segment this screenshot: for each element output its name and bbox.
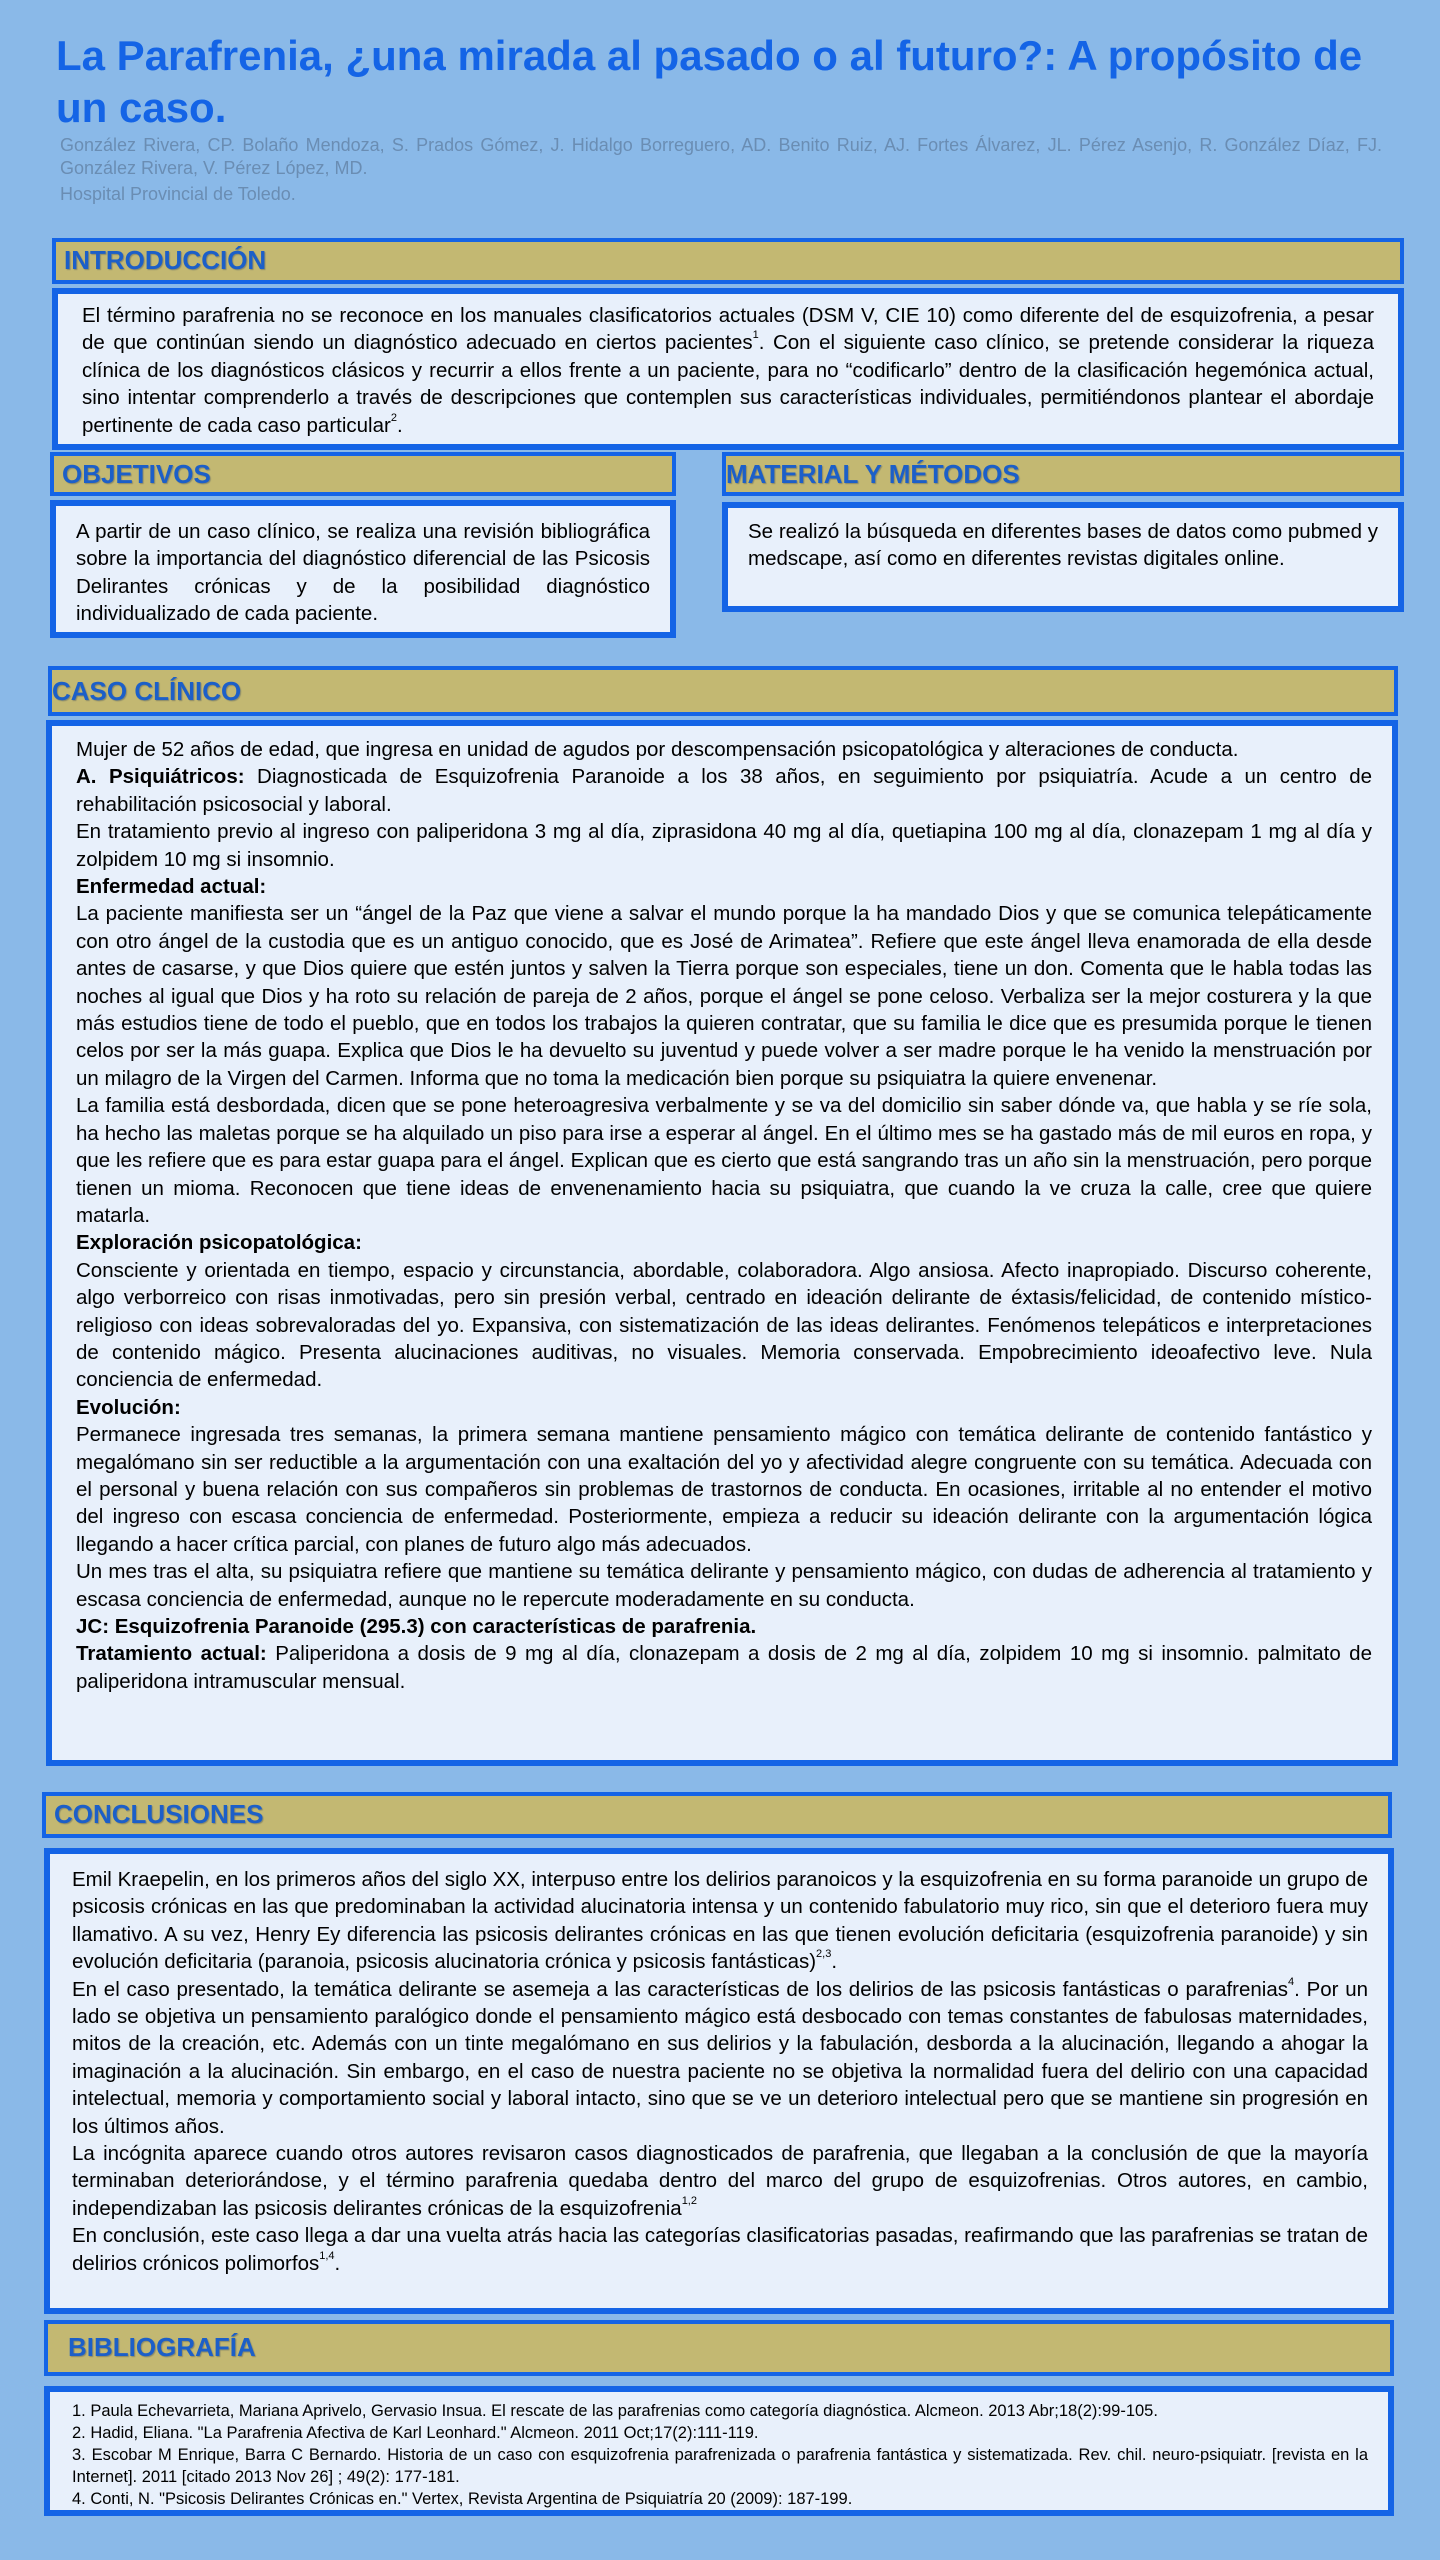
poster-title: La Parafrenia, ¿una mirada al pasado o al futuro?: A propósito de un caso. <box>56 32 1363 131</box>
affiliation: Hospital Provincial de Toledo. <box>60 184 296 204</box>
conclusiones-p4: En conclusión, este caso llega a dar una vuelta atrás hacia las categorías clasificatorias pasadas, reafirmando que las parafrenias se tratan de delirios crónicos polimorfos$^{1,4}$. <box>72 2224 1368 2275</box>
caso-evolucion-text-1: Permanece ingresada tres semanas, la primera semana mantiene pensamiento mágico con temática delirante de contenido fantástico y megalómano sin ser reductible a la argumentación con una exaltación del yo y afectividad alegre congruente con su temática. Adecuada con el personal y buena relación con sus compañeros sin problemas de trastornos de conducta. En ocasiones, irritable al no entender el motivo del ingreso con escasa conciencia de enfermedad. Posteriormente, empieza a reducir su ideación delirante con la argumentación lógica llegando a hacer crítica parcial, con planes de futuro algo más adecuados. <box>76 1423 1372 1556</box>
conclusiones-heading: CONCLUSIONES <box>42 1792 1392 1838</box>
reference-item: 4. Conti, N. "Psicosis Delirantes Crónicas en." Vertex, Revista Argentina de Psiquiatría 20 (2009): 187-199. <box>72 2490 853 2508</box>
conclusiones-p3: La incógnita aparece cuando otros autores revisaron casos diagnosticados de parafrenia, que llegaban a la conclusión de que la mayoría terminaban deteriorándose, y el término parafrenia quedaba dentro del marco del grupo de esquizofrenias. Otros autores, en cambio, independizaban las psicosis delirantes crónicas de la esquizofrenia$^{1,2}$ <box>72 2142 1368 2220</box>
caso-enfermedad-text-2: La familia está desbordada, dicen que se pone heteroagresiva verbalmente y se va del domicilio sin saber dónde va, que habla y se ríe sola, ha hecho las maletas porque se ha alquilado un piso para irse a esperar al ángel. En el último mes se ha gastado más de mil euros en ropa, y que les refiere que es para estar guapa para el ángel. Explican que es cierto que está sangrando tras un año sin la menstruación, pero porque tienen un mioma. Reconocen que tiene ideas de envenenamiento hacia su psiquiatra, que cuando la ve cruza la calle, cree que quiere matarla. <box>76 1094 1372 1227</box>
objetivos-heading: OBJETIVOS <box>50 452 676 496</box>
caso-antecedentes: A. Psiquiátricos: Diagnosticada de Esquizofrenia Paranoide a los 38 años, en seguimiento por psiquiatría. Acude a un centro de rehabilitación psicosocial y laboral. <box>76 765 1373 816</box>
caso-evolucion-text-2: Un mes tras el alta, su psiquiatra refiere que mantiene su temática delirante y pensamiento mágico, con dudas de adherencia al tratamiento y escasa conciencia de enfermedad, aunque no le repercute moderadamente en su conducta. <box>76 1560 1372 1611</box>
objetivos-text: A partir de un caso clínico, se realiza una revisión bibliográfica sobre la importancia del diagnóstico diferencial de las Psicosis Delirantes crónicas y de la posibilidad diagnóstico individualizado de cada paciente. <box>76 520 650 626</box>
caso-tratamiento-actual: Tratamiento actual: Paliperidona a dosis de 9 mg al día, clonazepam a dosis de 2 mg al día, zolpidem 10 mg si insomnio. palmitato de paliperidona intramuscular mensual. <box>76 1642 1372 1693</box>
citation: 1,4 <box>319 2249 335 2262</box>
caso-exploracion-label: Exploración psicopatológica: <box>76 1231 362 1255</box>
citation: 1,2 <box>681 2194 697 2207</box>
introduccion-text: El término parafrenia no se reconoce en los manuales clasificatorios actuales (DSM V, CIE 10) como diferente del de esquizofrenia, a pesar de que continúan siendo un diagnóstico adecuado en ciertos pacientes$^1$. Con el siguiente caso clínico, se pretende considerar la riqueza clínica de los diagnósticos clásicos y recurrir a ellos frente a un paciente, para no “codificarlo” dentro de la clasificación hegemónica actual, sino intentar comprenderlo a través de descripciones que contemplen sus características individuales, permitiéndonos plantear el abordaje pertinente de cada caso particular$^2$. <box>82 304 1374 437</box>
conclusiones-p1: Emil Kraepelin, en los primeros años del siglo XX, interpuso entre los delirios paranoicos y la esquizofrenia en su forma paranoide un grupo de psicosis crónicas en las que predominaban la actividad alucinatoria intensa y un contenido fabulatorio muy rico, sin que el deterioro fuera muy llamativo. A su vez, Henry Ey diferencia las psicosis delirantes crónicas en las que tienen evolución deficitaria (esquizofrenia paranoide) y sin evolución deficitaria (paranoia, psicosis alucinatoria crónica y psicosis fantásticas)$^{2,3}$. <box>72 1868 1368 1974</box>
citation: 4 <box>1288 1975 1295 1988</box>
material-box <box>722 502 1404 612</box>
reference-item: 3. Escobar M Enrique, Barra C Bernardo. Historia de un caso con esquizofrenia parafrenizada o parafrenia fantástica y sistematizada. Rev. chil. neuro-psiquiatr. [revista en la Internet]. 2011 [citado 2013 Nov 26] ; 49(2): 177-181. <box>72 2446 1368 2486</box>
conclusiones-box <box>44 1848 1394 2314</box>
material-text: Se realizó la búsqueda en diferentes bases de datos como pubmed y medscape, así como en diferentes revistas digitales online. <box>748 520 1378 571</box>
caso-box <box>46 720 1398 1766</box>
caso-intro: Mujer de 52 años de edad, que ingresa en unidad de agudos por descompensación psicopatológica y alteraciones de conducta. <box>76 738 1239 761</box>
bibliografia-heading: BIBLIOGRAFÍA <box>44 2320 1394 2376</box>
caso-enfermedad-text-1: La paciente manifiesta ser un “ángel de la Paz que viene a salvar el mundo porque la ha mandado Dios y que se comunica telepáticamente con otro ángel de la custodia que es un antiguo conocido, que es José de Arimatea”. Refiere que este ángel lleva enamorada de ella desde antes de casarse, y que Dios quiere que estén juntos y salven la Tierra porque son especiales, tiene un don. Comenta que le habla todas las noches al igual que Dios y ha roto su relación de pareja de 2 años, porque el ángel se pone celoso. Verbaliza ser la mejor costurera y la que más estudios tiene de todo el pueblo, que en todos los trabajos la quieren contratar, que su familia le dice que es presumida porque le tienen celos por ser la más guapa. Explica que Dios le ha devuelto su juventud y puede volver a ser madre porque le ha venido la menstruación por un milagro de la Virgen del Carmen. Informa que no toma la medicación bien porque su psiquiatra la quiere envenenar. <box>76 902 1372 1090</box>
introduccion-heading: INTRODUCCIÓN <box>52 238 1404 284</box>
bibliografia-box <box>44 2386 1394 2516</box>
reference-item: 1. Paula Echevarrieta, Mariana Aprivelo, Gervasio Insua. El rescate de las parafrenias como categoría diagnóstica. Alcmeon. 2013 Abr;18(2):99-105. <box>72 2402 1158 2420</box>
citation: 2,3 <box>816 1948 832 1961</box>
caso-tratamiento-previo: En tratamiento previo al ingreso con paliperidona 3 mg al día, ziprasidona 40 mg al día, quetiapina 100 mg al día, clonazepam 1 mg al día y zolpidem 10 mg si insomnio. <box>76 820 1372 871</box>
authors-list: González Rivera, CP. Bolaño Mendoza, S. Prados Gómez, J. Hidalgo Borreguero, AD. Benito Ruiz, AJ. Fortes Álvarez, JL. Pérez Asenjo, R. González Díaz, FJ. González Rivera, V. Pérez López, MD. <box>60 135 1382 178</box>
citation: 1 <box>752 329 759 342</box>
caso-enfermedad-label: Enfermedad actual: <box>76 875 267 899</box>
material-heading: MATERIAL Y MÉTODOS <box>722 452 1404 496</box>
conclusiones-p2: En el caso presentado, la temática delirante se asemeja a las características de los delirios de las psicosis fantásticas o parafrenias$^4$. Por un lado se objetiva un pensamiento paralógico donde el pensamiento mágico está desbocado con temas constantes de fabulosas maternidades, mitos de la creación, etc. Además con un tinte megalómano en sus delirios y la fabulación, desborda a la alucinación, llegando a ahogar la imaginación a la alucinación. Sin embargo, en el caso de nuestra paciente no se objetiva la normalidad fuera del delirio con una capacidad intelectual, memoria y comportamiento social y laboral intacto, sino que se ve un deterioro intelectual pero que se mantiene sin progresión en los últimos años. <box>72 1975 1369 2138</box>
caso-juicio-clinico: JC: Esquizofrenia Paranoide (295.3) con características de parafrenia. <box>76 1615 757 1638</box>
caso-exploracion-text: Consciente y orientada en tiempo, espacio y circunstancia, abordable, colaboradora. Algo ansiosa. Afecto inapropiado. Discurso coherente, algo verborreico con risas inmotivadas, pero sin presión verbal, centrado en ideación delirante de éxtasis/felicidad, de contenido místico-religioso con ideas sobrevaloradas del yo. Expansiva, con sistematización de las ideas delirantes. Fenómenos telepáticos e interpretaciones de contenido mágico. Presenta alucinaciones auditivas, no visuales. Memoria conservada. Empobrecimiento ideoafectivo leve. Nula conciencia de enfermedad. <box>76 1258 1372 1392</box>
reference-item: 2. Hadid, Eliana. "La Parafrenia Afectiva de Karl Leonhard." Alcmeon. 2011 Oct;17(2):111-119. <box>72 2424 759 2442</box>
caso-heading: CASO CLÍNICO <box>48 666 1398 716</box>
objetivos-box <box>50 500 676 638</box>
citation: 2 <box>390 411 397 424</box>
caso-evolucion-label: Evolución: <box>76 1395 181 1419</box>
introduccion-box <box>52 288 1404 450</box>
